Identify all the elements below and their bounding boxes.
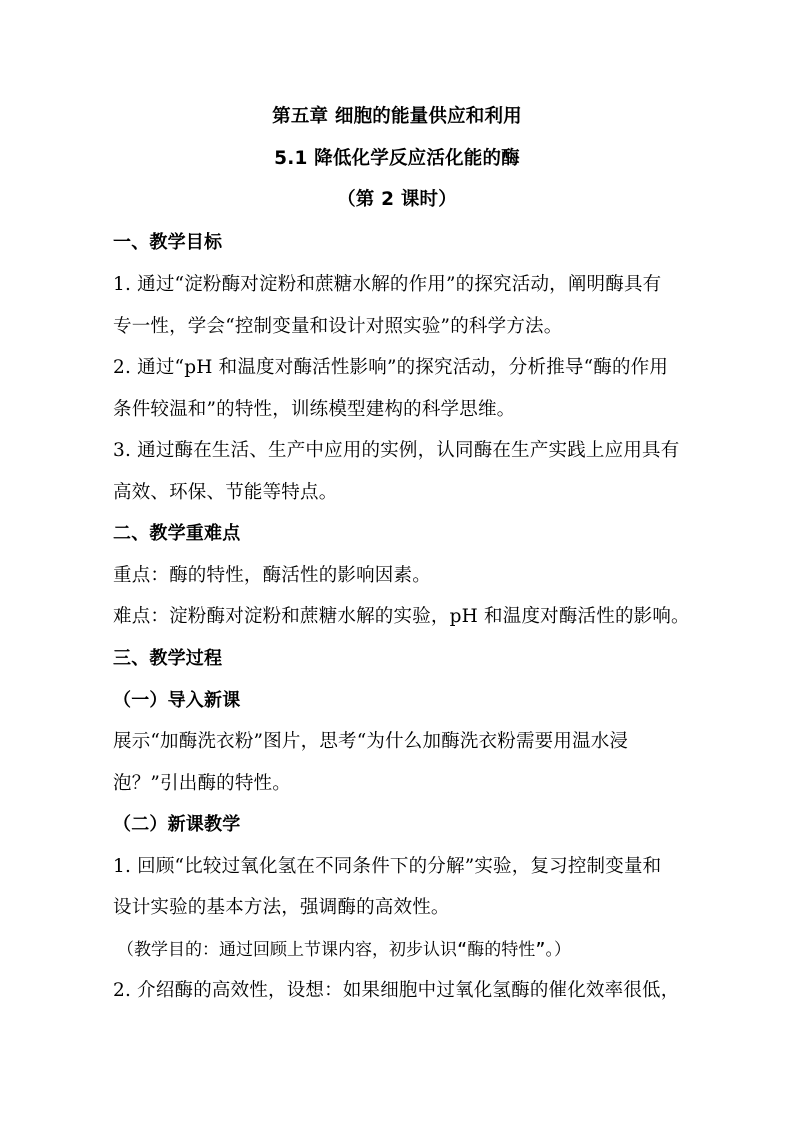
teaching-1-line-1: 1. 回顾“比较过氧化氢在不同条件下的分解”实验，复习控制变量和: [113, 856, 662, 877]
subheading-introduction: （一）导入新课: [113, 690, 241, 711]
difficult-point: 难点：淀粉酶对淀粉和蔗糖水解的实验，pH 和温度对酶活性的影响。: [113, 606, 690, 627]
objective-3-line-2: 高效、环保、节能等特点。: [113, 482, 338, 503]
subheading-new-lesson: （二）新课教学: [113, 814, 241, 835]
section-title: 5.1 降低化学反应活化能的酶: [274, 148, 520, 169]
objective-2-line-1: 2. 通过“pH 和温度对酶活性影响”的探究活动，分析推导“酶的作用: [113, 357, 669, 378]
teaching-2-line-1: 2. 介绍酶的高效性，设想：如果细胞中过氧化氢酶的催化效率很低，: [113, 980, 680, 1001]
objective-1-line-2: 专一性，学会“控制变量和设计对照实验”的科学方法。: [113, 316, 563, 337]
introduction-line-2: 泡？”引出酶的特性。: [113, 773, 291, 794]
section-heading-key-points: 二、教学重难点: [113, 523, 241, 544]
objective-2-line-2: 条件较温和”的特性，训练模型建构的科学思维。: [113, 399, 516, 420]
objective-3-line-1: 3. 通过酶在生活、生产中应用的实例，认同酶在生产实践上应用具有: [113, 440, 680, 461]
objective-1-line-1: 1. 通过“淀粉酶对淀粉和蔗糖水解的作用”的探究活动，阐明酶具有: [113, 274, 662, 295]
section-heading-objectives: 一、教学目标: [113, 232, 223, 253]
key-point: 重点：酶的特性，酶活性的影响因素。: [113, 565, 431, 586]
introduction-line-1: 展示“加酶洗衣粉”图片，思考“为什么加酶洗衣粉需要用温水浸: [113, 731, 629, 752]
chapter-title: 第五章 细胞的能量供应和利用: [272, 106, 522, 127]
teaching-1-line-2: 设计实验的基本方法，强调酶的高效性。: [113, 897, 450, 918]
section-heading-process: 三、教学过程: [113, 648, 223, 669]
teaching-purpose-note: （教学目的：通过回顾上节课内容，初步认识“酶的特性”。）: [117, 940, 571, 960]
lesson-subtitle: （第 2 课时）: [337, 189, 457, 210]
